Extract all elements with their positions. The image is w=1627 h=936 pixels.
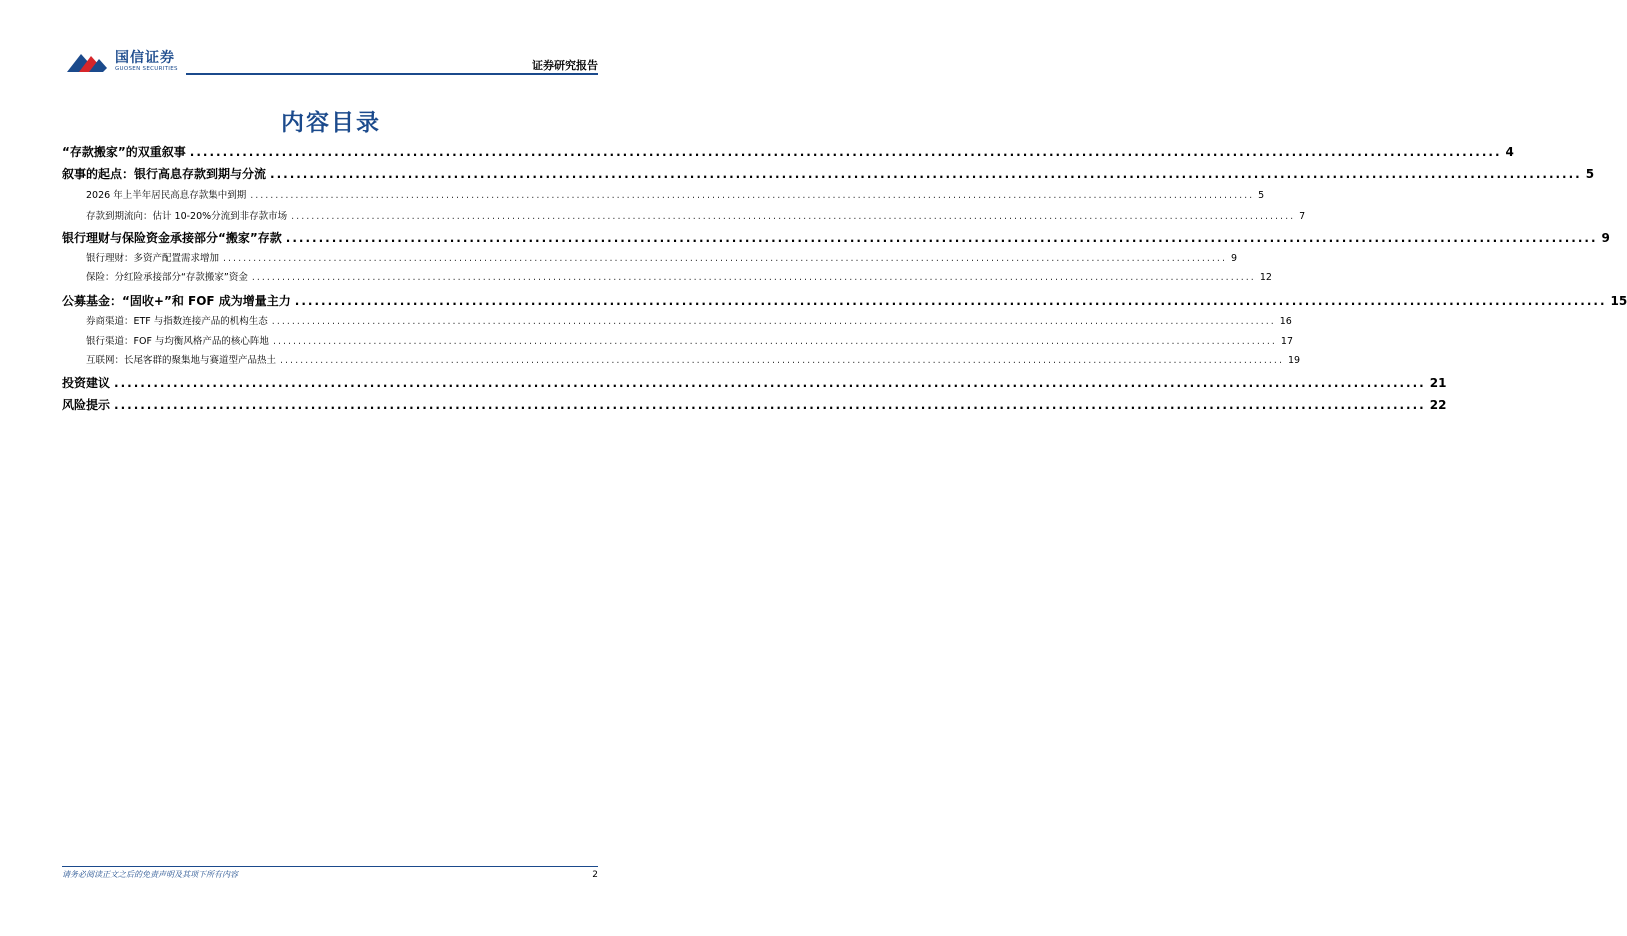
toc-entry-title: 叙事的起点：银行高息存款到期与分流 [62,167,267,181]
toc-entry-title: 2026 年上半年居民高息存款集中到期 [86,190,247,201]
toc-entry-title: 风险提示 [62,398,111,412]
toc-title: 内容目录 [281,110,381,136]
toc-dot-leader: ........................................................................................................................................................................................................ [114,398,1426,412]
header-divider [186,73,598,75]
toc-subsection-link[interactable] [62,352,1301,366]
toc-entry-title: 投资建议 [62,376,111,390]
toc-subsection-link[interactable] [62,208,1306,222]
toc-entry-page: 4 [1505,145,1514,159]
toc-entry-page: 5 [1258,190,1265,201]
toc-entry-title: 存款到期流向：估计 10-20%分流到非存款市场 [86,211,288,222]
toc-subsection-link[interactable] [62,333,1293,347]
toc-section-link[interactable] [62,396,1447,413]
toc-entry-title: 券商渠道：ETF 与指数连接产品的机构生态 [86,316,268,327]
toc-entry-title: 公募基金：“固收+”和 FOF 成为增量主力 [62,294,291,308]
toc-entry-title: 银行渠道：FOF 与均衡风格产品的核心阵地 [86,336,269,347]
toc-entry-title: “存款搬家”的双重叙事 [62,145,186,159]
toc-entry-page: 22 [1429,398,1447,412]
toc-dot-leader: ........................................................................................................................................................................................................ [271,316,1276,327]
toc-entry-page: 15 [1610,294,1627,308]
guosen-logo-icon [65,46,109,76]
toc-section-link[interactable] [62,165,1595,182]
toc-subsection-link[interactable] [62,250,1238,264]
toc-section-link[interactable] [62,229,1610,246]
logo-chinese-name: 国信证券 [115,50,175,66]
toc-entry-page: 21 [1429,376,1447,390]
toc-dot-leader: ........................................................................................................................................................................................................ [291,211,1296,222]
toc-entry-page: 7 [1299,211,1306,222]
toc-entry-page: 19 [1287,355,1301,366]
toc-entry-title: 银行理财：多资产配置需求增加 [86,253,220,264]
toc-dot-leader: ........................................................................................................................................................................................................ [272,336,1277,347]
toc-dot-leader: ........................................................................................................................................................................................................ [270,167,1582,181]
footer-divider [62,866,598,867]
toc-subsection-link[interactable] [62,313,1292,327]
toc-entry-page: 5 [1585,167,1595,181]
toc-dot-leader: ........................................................................................................................................................................................................ [223,253,1227,264]
toc-entry-title: 保险：分红险承接部分“存款搬家”资金 [86,272,248,283]
logo-english-name: GUOSEN SECURITIES [115,66,178,72]
toc-dot-leader: ........................................................................................................................................................................................................ [250,190,1255,201]
toc-subsection-link[interactable] [62,187,1265,201]
disclaimer-note: 请务必阅读正文之后的免责声明及其项下所有内容 [62,870,238,879]
toc-entry-page: 9 [1601,231,1610,245]
toc-dot-leader: ........................................................................................................................................................................................................ [251,272,1256,283]
toc-dot-leader: ........................................................................................................................................................................................................ [280,355,1284,366]
toc-dot-leader: ........................................................................................................................................................................................................ [285,231,1598,245]
toc-entry-title: 互联网：长尾客群的聚集地与赛道型产品热土 [86,355,277,366]
toc-section-link[interactable] [62,374,1447,391]
company-logo [65,46,185,78]
toc-entry-title: 银行理财与保险资金承接部分“搬家”存款 [62,231,282,245]
toc-entry-page: 17 [1280,336,1293,347]
toc-entry-page: 9 [1230,253,1238,264]
report-type-label: 证券研究报告 [532,59,598,72]
toc-dot-leader: ........................................................................................................................................................................................................ [294,294,1607,308]
toc-subsection-link[interactable] [62,269,1272,283]
page-number: 2 [592,870,598,880]
toc-section-link[interactable] [62,292,1627,309]
toc-entry-page: 16 [1279,316,1292,327]
toc-dot-leader: ........................................................................................................................................................................................................ [114,376,1426,390]
toc-entry-page: 12 [1259,272,1272,283]
page-header [0,0,662,80]
toc-dot-leader: ........................................................................................................................................................................................................ [189,145,1502,159]
toc-section-link[interactable] [62,143,1514,160]
